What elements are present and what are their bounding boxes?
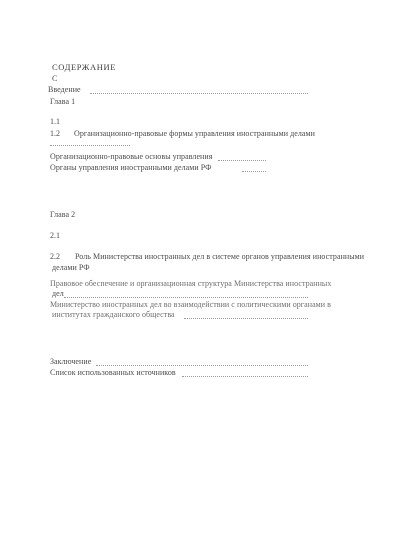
toc-references: Список использованных источников [50, 368, 176, 377]
intro-marker: С [52, 74, 58, 83]
toc-introduction: Введение [48, 85, 81, 94]
toc-conclusion: Заключение [50, 357, 92, 366]
toc-chapter-2: Глава 2 [50, 210, 76, 219]
toc-leader-dots [50, 145, 130, 146]
toc-section-2-2-cont: делами РФ [52, 263, 90, 272]
toc-leader-dots [184, 318, 308, 319]
toc-title: СОДЕРЖАНИЕ [52, 62, 117, 72]
toc-leader-dots [218, 160, 266, 161]
toc-section-2-4: Министерство иностранных дел во взаимодействии с политическими органами в [50, 300, 331, 309]
toc-section-1-2: Организационно-правовые формы управления иностранными делами [74, 129, 315, 138]
toc-leader-dots [96, 365, 308, 366]
toc-section-2-1: 2.1 [50, 231, 60, 240]
toc-section-2-2-number: 2.2 [50, 252, 60, 261]
toc-leader-dots [242, 171, 266, 172]
toc-leader-dots [90, 93, 308, 94]
toc-section-1-3: Организационно-правовые основы управления [50, 152, 213, 161]
toc-section-2-2: Роль Министерства иностранных дел в системе органов управления иностранными [75, 252, 365, 261]
toc-leader-dots [182, 376, 308, 377]
toc-leader-dots [64, 297, 308, 298]
toc-section-1-1: 1.1 [50, 117, 60, 126]
toc-section-2-4-cont: институтах гражданского общества [52, 310, 175, 319]
toc-section-2-3: Правовое обеспечение и организационная структура Министерства иностранных [50, 279, 332, 288]
toc-chapter-1: Глава 1 [50, 97, 76, 106]
toc-section-1-4: Органы управления иностранными делами РФ [50, 163, 212, 172]
toc-section-1-2-number: 1.2 [50, 129, 60, 138]
toc-section-2-3-cont: дел [52, 289, 64, 298]
